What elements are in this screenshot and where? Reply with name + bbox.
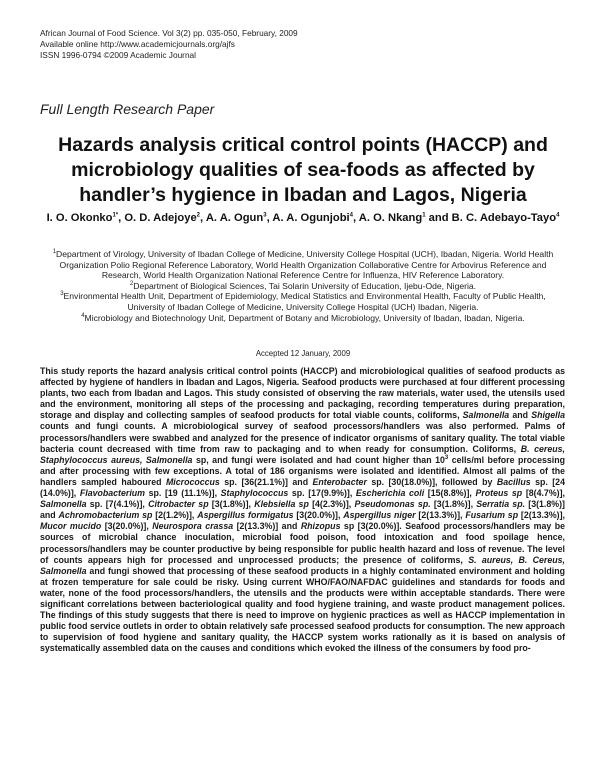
organism-name: Fusarium sp: [465, 510, 519, 521]
organism-name: Pseudomonas sp.: [354, 499, 431, 510]
organism-name: Aspergillus niger: [343, 510, 416, 521]
affiliation-marker: 4: [81, 312, 85, 319]
organism-name: Flavobacterium: [79, 488, 145, 499]
affiliation-text: Department of Biological Sciences, Tai Solarin University of Education, Ijebu-Ode, Nigeria.: [133, 280, 477, 291]
affiliation: [48, 291, 558, 312]
organism-name: Salmonella: [40, 499, 87, 510]
author-separator: ,: [118, 212, 125, 224]
paper-title: Hazards analysis critical control points (HACCP) and microbiology qualities of sea-foods as affected by handler’s hygience in Ibadan and Lagos, Nigeria: [58, 134, 548, 206]
organism-name: Aspergillus formigatus: [197, 510, 294, 521]
affiliation: [48, 281, 558, 292]
journal-issn: ISSN 1996-0794 ©2009 Academic Journal: [40, 50, 197, 60]
abstract-text: [3(1.8%)],: [430, 499, 477, 510]
abstract-text: and: [509, 410, 532, 421]
organism-name: Proteus sp: [475, 488, 523, 499]
accepted-date: Accepted 12 January, 2009: [255, 349, 351, 358]
organism-name: Citrobacter sp: [148, 499, 209, 510]
affiliation-marker: 2: [129, 280, 134, 287]
abstract-text: [2(13.3%)],: [518, 510, 565, 521]
abstract-text: sp [3(20.0%)]. Seafood processors/handlers may be sources of microbial chance inoculation, microbial food poison, food intoxication and food spoilage hence, processors/handlers may be counter productive by being responsible for public health hazard and loss of revenue. The level of counts appears high for processed and unprocessed products; the presence of coliforms,: [40, 521, 565, 565]
exponent: 3: [444, 454, 449, 461]
organism-name: Serratia sp.: [476, 499, 526, 510]
author-name: B. C. Adebayo-Tayo: [451, 212, 557, 224]
author-separator: and: [425, 212, 452, 224]
abstract-text: This study reports the hazard analysis critical control points (HACCP) and microbiological qualities of seafood products as affected by hygiene of handlers in Ibadan and Lagos, Nigeria. Seafood products were purchased at four different processing plants, two each from Ibadan and Lagos. This study consisted of observing the raw materials, water used, the utensils used and the environment, monitoring all steps of the processing and packaging, recording temperatures during preparation, storage and display and collecting samples of seafood products for total viable counts, coliforms,: [40, 366, 565, 421]
author-affil-marker: 3: [263, 212, 267, 219]
paper-type: Full Length Research Paper: [40, 101, 215, 117]
author-separator: ,: [200, 212, 206, 224]
author-separator: ,: [266, 212, 273, 224]
organism-name: Salmonella: [462, 410, 510, 421]
abstract-text: [3(1.8%)],: [208, 499, 255, 510]
organism-name: Mucor mucido: [40, 521, 102, 532]
affiliation-text: Microbiology and Biotechnology Unit, Department of Botany and Microbiology, University of Ibadan, Ibadan, Nigeria.: [84, 312, 525, 323]
abstract: [40, 366, 565, 654]
abstract-text: [2(13.3%)] and: [233, 521, 301, 532]
abstract-text: sp. [17(9.9%)],: [288, 488, 356, 499]
organism-name: Achromobacterium sp: [58, 510, 153, 521]
abstract-text: [2(1.2%)],: [152, 510, 198, 521]
abstract-text: sp. [24 (14.0%)],: [40, 476, 565, 499]
affiliation-marker: 1: [52, 249, 57, 256]
journal-citation: African Journal of Food Science. Vol 3(2) pp. 035-050, February, 2009: [40, 28, 298, 38]
abstract-text: [3(20.0%)],: [293, 510, 344, 521]
author-affil-marker: 4: [556, 212, 560, 219]
journal-availability: Available online http://www.academicjournals.org/ajfs: [40, 39, 235, 49]
abstract-text: counts and fungi counts. A microbiological survey of seafood processors/handlers was also performed. Palms of processors/handlers were swabbed and analyzed for the presence of indicator organisms of sanitary quality. The total viable bacteria count decreased with time from raw to packaging and to when ready for consumption. Coliforms,: [40, 421, 565, 454]
journal-header: [40, 28, 298, 61]
abstract-text: sp. [30(18.0%)], followed by: [366, 476, 497, 487]
organism-name: B. cereus, Staphylococcus aureus, Salmonella: [40, 443, 565, 465]
affiliation-text: Environmental Health Unit, Department of Epidemiology, Medical Statistics and Environmental Health, Faculty of Public Health, University of Ibadan College of Medicine, University College Hospital (UCH) Ibadan, Nigeria.: [63, 291, 546, 312]
organism-name: Klebsiella sp: [254, 499, 309, 510]
abstract-text: [4(2.3%)],: [308, 499, 355, 510]
abstract-text: sp. [36(21.1%)] and: [219, 476, 313, 487]
author-name: O. D. Adejoye: [124, 212, 197, 224]
abstract-text: and fungi showed that processing of these seafood products in a highly contaminated environment and holding at frozen temperature for sale could be risky. Using current WHO/FAO/NAFDAC guidelines and standards for foods and water, none of the food processors/handlers, the utensils and the products were within acceptable standards. There were significant correlations between bacteriological quality and food hygiene training, and waste product management polices. The findings of this study suggests that there is need to improve on hygienic practices as well as HACCP implementation in public food service outlets in order to obtain relatively safe processed seafood products for consumption. The new approach to supervision of food hygiene and sanitary quality, the HACCP system works rationally as it is based on analysis of systematically assembled data on the causes and conditions which evoked the illness of the consumers by food pro-: [40, 565, 565, 654]
abstract-text: [2(13.3%)],: [415, 510, 466, 521]
organism-name: Neurospora crassa: [152, 521, 234, 532]
organism-name: Enterobacter: [312, 476, 367, 487]
affiliation-text: Department of Virology, University of Ibadan College of Medicine, University College Hospital (UCH), Ibadan, Nigeria. World Health Organization Polio Regional Reference Laboratory, World Health Organization Collaborative Centre for Arbovirus Reference and Research, World Health Organization National Reference Centre for Influenza, HIV Reference Laboratory.: [56, 249, 554, 281]
author-affil-marker: 4: [349, 212, 353, 219]
affiliation: [48, 313, 558, 324]
abstract-text: sp. [7(4.1%)],: [86, 499, 149, 510]
abstract-text: [3(20.0%)],: [101, 521, 153, 532]
affiliation: [48, 249, 558, 281]
organism-name: Staphylococcus: [220, 488, 289, 499]
author-affil-marker: 2: [196, 212, 201, 219]
abstract-text: [15(8.8%)],: [424, 488, 476, 499]
affiliations: [48, 249, 558, 323]
author-name: A. A. Ogunjobi: [272, 212, 350, 224]
author-list: [40, 211, 566, 226]
organism-name: S. aureus, B. Cereus, Salmonella: [40, 554, 565, 576]
organism-name: Escherichia coli: [355, 488, 425, 499]
organism-name: Shigella: [531, 410, 565, 421]
affiliation-marker: 3: [60, 291, 64, 298]
organism-name: Micrococcus: [165, 476, 220, 487]
abstract-text: sp, and fungi were isolated and had count higher than 10: [192, 454, 445, 465]
abstract-text: [3(1.8%)] and: [40, 499, 565, 521]
author-affil-marker: 1*: [112, 212, 119, 219]
abstract-text: sp. [19 (11.1%)],: [145, 488, 221, 499]
author-name: A. A. Ogun: [205, 212, 264, 224]
author-name: A. O. Nkang: [358, 212, 423, 224]
abstract-text: cells/ml before processing and after processing with few exceptions. A total of 186 organisms were isolated and identified. Almost all palms of the handlers sampled haboured: [40, 454, 566, 487]
author-name: I. O. Okonko: [46, 212, 113, 224]
author-separator: ,: [352, 212, 359, 224]
organism-name: Rhizopus: [300, 521, 341, 532]
abstract-text: [8(4.7%)],: [522, 488, 565, 499]
author-affil-marker: 1: [422, 212, 426, 219]
organism-name: Bacillus: [496, 476, 531, 487]
